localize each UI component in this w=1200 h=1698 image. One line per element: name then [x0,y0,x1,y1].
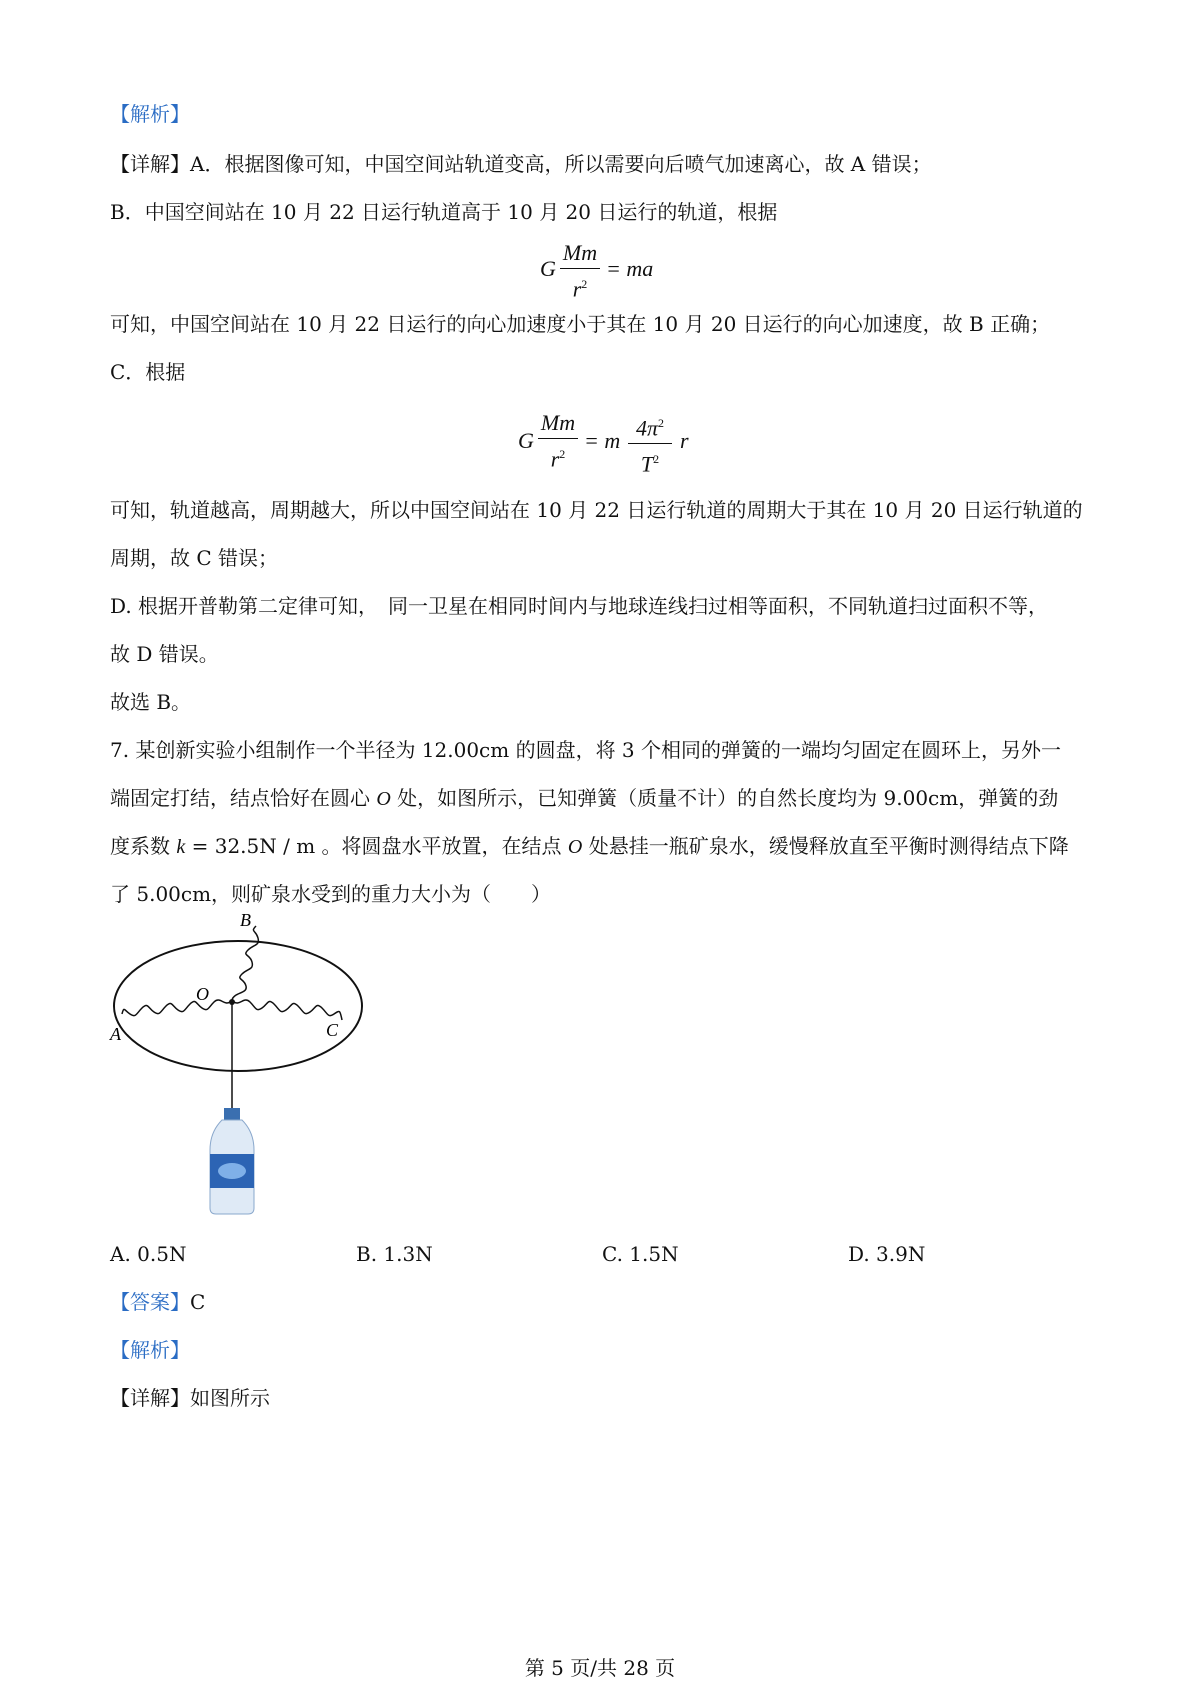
formula-1-fraction [560,240,600,302]
question-7-line-3: 度系数 k = 32.5N / m 。将圆盘水平放置，在结点 O 处悬挂一瓶矿泉水，缓慢释放直至平衡时测得结点下降 [110,834,1069,858]
answer-line: 【答案】C [110,1290,206,1314]
detail-c: C．根据 [110,360,186,384]
formula-1-den: $r^2$ [572,276,588,302]
option-a: A. 0.5N [110,1242,187,1266]
label-b: B [240,910,251,930]
question-7-line-2: 端固定打结，结点恰好在圆心 O 处，如图所示，已知弹簧（质量不计）的自然长度均为 9.00cm，弹簧的劲 [110,786,1059,810]
spring-to-c [234,1000,342,1020]
formula-2-tail: r [680,428,689,453]
formula-2-num-1: Mm [540,410,576,435]
option-b: B. 1.3N [356,1242,433,1266]
disk-ellipse [114,941,362,1071]
conclusion-c-line-2: 周期，故 C 错误； [110,546,279,570]
formula-1 [540,240,740,300]
formula-2-fraction-2 [628,410,672,478]
option-c: C. 1.5N [602,1242,679,1266]
formula-2-eq: = m [584,428,621,453]
conclusion-c-line-1: 可知，轨道越高，周期越大，所以中国空间站在 10 月 22 日运行轨道的周期大于其在 10 月 20 日运行轨道的 [110,498,1083,522]
choose-b: 故选 B。 [110,690,192,714]
option-d: D. 3.9N [848,1242,926,1266]
jiexi-label-2: 【解析】 [110,1338,190,1362]
formula-1-G: G [540,256,556,281]
formula-2-fraction-1 [538,410,578,472]
conclusion-b: 可知，中国空间站在 10 月 22 日运行的向心加速度小于其在 10 月 20 日运行的向心加速度，故 B 正确； [110,312,1051,336]
label-c: C [326,1020,339,1040]
spring-disk-figure [100,910,370,1240]
formula-2-den-2: $T^2$ [640,451,660,477]
detail-a: 【详解】A．根据图像可知，中国空间站轨道变高，所以需要向后喷气加速离心，故 A 错误； [110,152,932,176]
label-a: A [110,1024,121,1044]
formula-2-G: G [518,428,534,453]
spring-to-b [232,926,258,1000]
formula-2 [518,410,758,476]
spring-to-a [122,1000,230,1016]
label-o: O [196,984,209,1004]
formula-1-num: Mm [562,240,598,265]
formula-2-den-1: $r^2$ [550,446,566,472]
formula-2-num-2: $4\pi^2$ [635,415,665,441]
detail-b: B．中国空间站在 10 月 22 日运行轨道高于 10 月 20 日运行的轨道，根据 [110,200,778,224]
jiexi-label: 【解析】 [110,102,190,126]
formula-1-rhs: = ma [606,256,654,281]
page-footer: 第 5 页/共 28 页 [524,1656,676,1680]
question-7-line-1: 7. 某创新实验小组制作一个半径为 12.00cm 的圆盘，将 3 个相同的弹簧的一端均匀固定在圆环上，另外一 [110,738,1062,762]
detail-d-line-2: 故 D 错误。 [110,642,219,666]
detail-figure: 【详解】如图所示 [110,1386,270,1410]
question-7-line-4: 了 5.00cm，则矿泉水受到的重力大小为（ ） [110,882,552,906]
detail-d-line-1: D. 根据开普勒第二定律可知， 同一卫星在相同时间内与地球连线扫过相等面积，不同轨道扫过面积不等， [110,594,1049,618]
water-bottle [210,1108,254,1214]
